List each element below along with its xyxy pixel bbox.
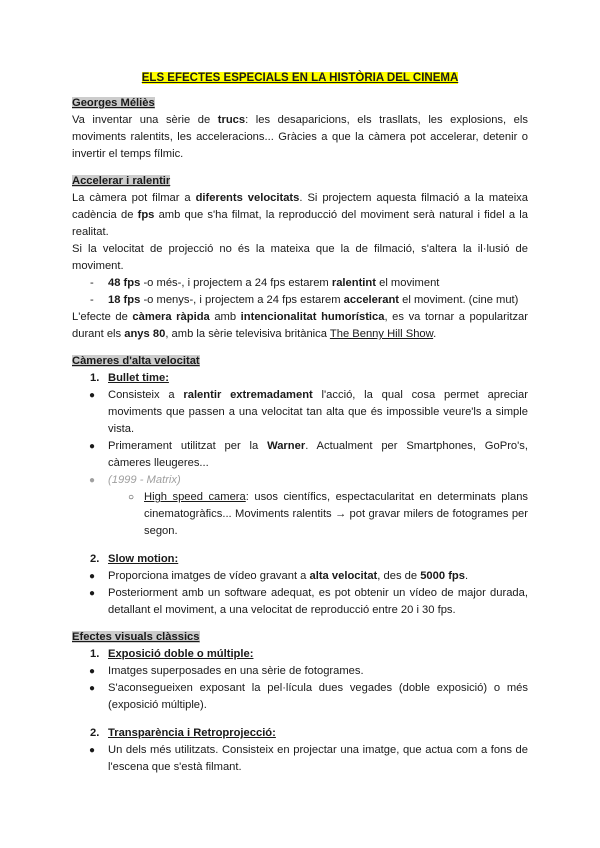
- accelerar-paragraph-2: Si la velocitat de projecció no és la mateixa que la de filmació, s'altera la il·lusió de moviment.: [72, 243, 528, 272]
- section-heading-cameres: Càmeres d'alta velocitat: [72, 355, 200, 367]
- accelerar-paragraph-1: La càmera pot filmar a diferents velocitats. Si projectem aquesta filmació a la mateixa cadència de fps amb que s'ha filmat, la reproducció del moviment serà natural i fidel a la realitat.: [72, 192, 528, 238]
- section-heading-accelerar: Accelerar i ralentir: [72, 175, 171, 187]
- section-heading-efectes-visuals: Efectes visuals clàssics: [72, 631, 200, 643]
- list-item: - 48 fps -o més-, i projectem a 24 fps estarem ralentint el moviment: [90, 277, 440, 289]
- bullet-icon: ●: [89, 390, 96, 401]
- bullet-icon: ●: [89, 475, 96, 486]
- bullet-icon: ●: [89, 666, 96, 677]
- list-item: ● Posteriorment amb un software adequat, es pot obtenir un vídeo de major durada, detallant el moviment, a una velocitat de reproducció entre 20 i 30 fps.: [89, 587, 528, 616]
- sub-list-item: ○ High speed camera: usos científics, espectacularitat en determinats plans cinematogràfics... Moviments ralentits → pot gravar milers de fotogrames per segon.: [128, 491, 529, 537]
- document-page: [72, 70, 528, 776]
- list-item: - 18 fps -o menys-, i projectem a 24 fps estarem accelerant el moviment. (cine mut): [90, 294, 519, 306]
- list-item: ● Consisteix a ralentir extremadament l'acció, la qual cosa permet apreciar moviments que passen a una velocitat tan alta que és impossible veure'ls a simple vista.: [89, 389, 528, 435]
- list-item: ● Un dels més utilitzats. Consisteix en projectar una imatge, que actua com a fons de l'escena que s'està filmant.: [89, 744, 528, 773]
- list-item: ● Primerament utilitzat per la Warner. Actualment per Smartphones, GoPro's, càmeres lleugeres...: [89, 440, 528, 469]
- bullet-icon: ●: [89, 745, 96, 756]
- bullet-icon: ●: [89, 571, 96, 582]
- page-title: ELS EFECTES ESPECIALS EN LA HISTÒRIA DEL CINEMA: [141, 72, 459, 84]
- benny-hill-link[interactable]: The Benny Hill Show: [329, 328, 434, 340]
- bullet-icon: ●: [89, 588, 96, 599]
- numbered-heading-exposicio: 1. Exposició doble o múltiple:: [90, 648, 254, 660]
- bullet-icon: ●: [89, 683, 96, 694]
- accelerar-paragraph-3: L'efecte de càmera ràpida amb intencionalitat humorística, es va tornar a popularitzar durant els anys 80, amb la sèrie televisiva britànica The Benny Hill Show.: [72, 311, 528, 340]
- numbered-heading-slow-motion: 2. Slow motion:: [90, 553, 179, 565]
- bullet-icon: ●: [89, 441, 96, 452]
- melies-paragraph: Va inventar una sèrie de trucs: les desaparicions, els trasllats, les explosions, els moviments ralentits, les acceleracions... Gràcies a que la càmera pot accelerar, detenir o invertir el temps fílmic.: [72, 114, 528, 160]
- list-item: ● (1999 - Matrix): [72, 472, 528, 489]
- numbered-heading-transparencia: 2. Transparència i Retroprojecció:: [90, 727, 276, 739]
- circle-bullet-icon: ○: [128, 492, 135, 503]
- numbered-heading-bullet-time: 1. Bullet time:: [90, 372, 169, 384]
- list-item: ● S'aconsegueixen exposant la pel·lícula dues vegades (doble exposició) o més (exposició múltiple).: [89, 682, 528, 711]
- list-item: ● Proporciona imatges de vídeo gravant a alta velocitat, des de 5000 fps.: [72, 568, 528, 585]
- list-item: ● Imatges superposades en una sèrie de fotogrames.: [72, 663, 528, 680]
- section-heading-melies: Georges Méliès: [72, 97, 155, 109]
